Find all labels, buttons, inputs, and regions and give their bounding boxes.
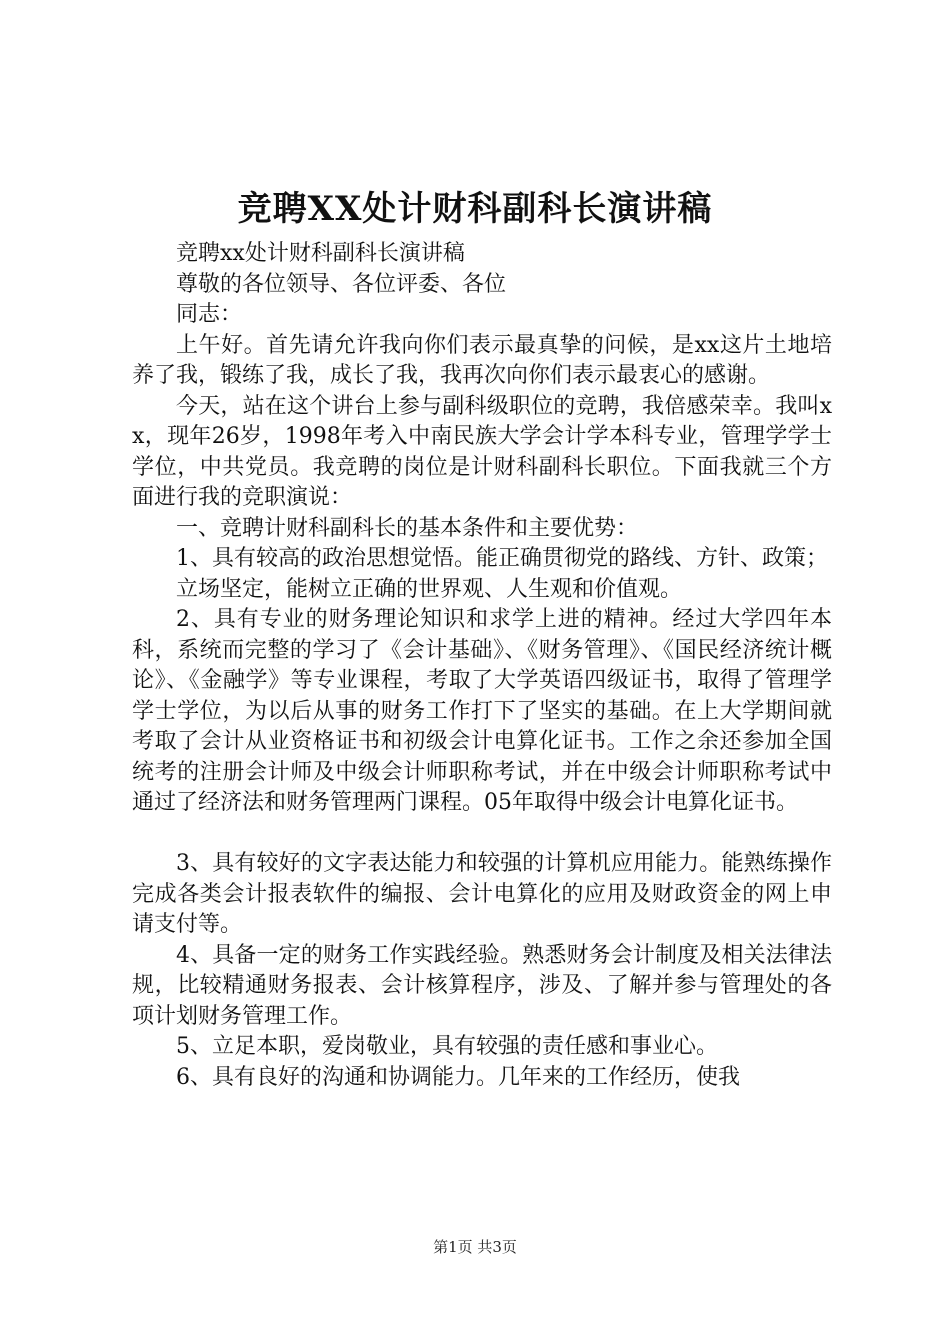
paragraph-point-1: 1、具有较高的政治思想觉悟。能正确贯彻党的路线、方针、政策； (176, 546, 828, 571)
paragraph-subtitle: 竞聘xx处计财科副科长演讲稿 (176, 241, 465, 266)
paragraph-greeting: 上午好。首先请允许我向你们表示最真挚的问候，是xx这片土地培养了我，锻练了我，成长了我，我再次向你们表示最衷心的感谢。 (132, 332, 832, 388)
paragraph-point-2: 2、具有专业的财务理论知识和求学上进的精神。经过大学四年本科，系统而完整的学习了《会计基础》、《财务管理》、《国民经济统计概论》、《金融学》等专业课程，考取了大学英语四级证书，取得了管理学学士学位，为以后从事的财务工作打下了坚实的基础。在上大学期间就考取了会计从业资格证书和初级会计电算化证书。工作之余还参加全国统考的注册会计师及中级会计师职称考试，并在中级会计师职称考试中通过了经济法和财务管理两门课程。05年取得中级会计电算化证书。 (132, 607, 832, 815)
page-number-footer: 第1页 共3页 (433, 1238, 517, 1256)
paragraph-point-5: 5、立足本职，爱岗敬业，具有较强的责任感和事业心。 (176, 1034, 718, 1059)
paragraph-salutation-end: 同志： (176, 302, 243, 327)
paragraph-point-6: 6、具有良好的沟通和协调能力。几年来的工作经历，使我 (176, 1064, 740, 1090)
paragraph-point-1-continued: 立场坚定，能树立正确的世界观、人生观和价值观。 (176, 576, 683, 602)
paragraph-introduction: 今天，站在这个讲台上参与副科级职位的竞聘，我倍感荣幸。我叫xx，现年26岁，1998年考入中南民族大学会计学本科专业，管理学学士学位，中共党员。我竞聘的岗位是计财科副科长职位。下面我就三个方面进行我的竞职演说： (132, 393, 832, 510)
document-body (132, 239, 832, 1093)
paragraph-salutation: 尊敬的各位领导、各位评委、各位 (176, 271, 507, 297)
document-title: 竞聘XX处计财科副科长演讲稿 (237, 189, 713, 229)
paragraph-section-heading: 一、竞聘计财科副科长的基本条件和主要优势： (176, 515, 639, 541)
paragraph-point-4: 4、具备一定的财务工作实践经验。熟悉财务会计制度及相关法律法规，比较精通财务报表、会计核算程序，涉及、了解并参与管理处的各项计划财务管理工作。 (132, 942, 832, 1029)
paragraph-point-3: 3、具有较好的文字表达能力和较强的计算机应用能力。能熟练操作完成各类会计报表软件的编报、会计电算化的应用及财政资金的网上申请支付等。 (132, 851, 832, 937)
